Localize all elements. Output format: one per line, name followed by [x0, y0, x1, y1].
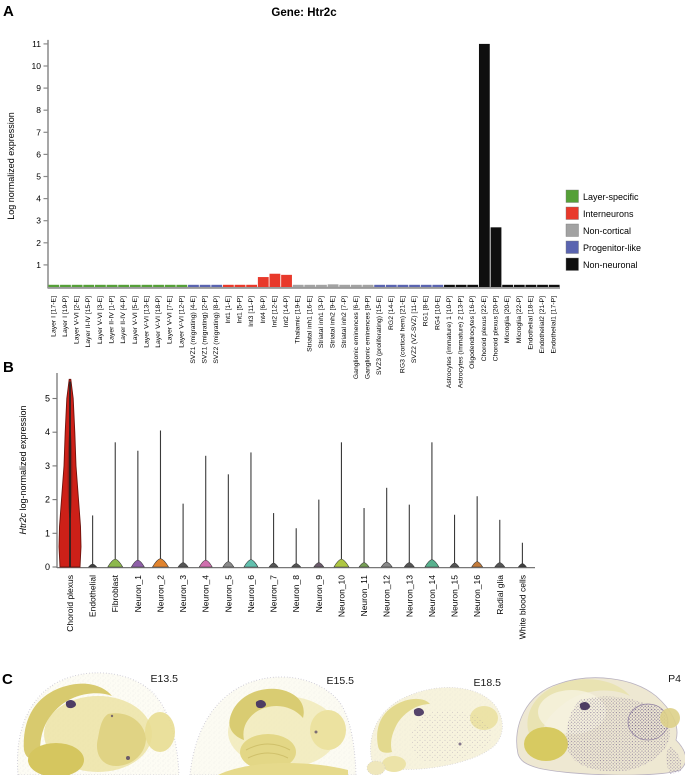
legend-swatch: [566, 258, 579, 271]
x-tick-label: Layer I [17-E]: [50, 296, 58, 337]
bar: [304, 285, 315, 287]
section-label-e18: E18.5: [473, 677, 501, 689]
bar: [258, 277, 269, 287]
violin-bulge: [89, 564, 97, 567]
panel-b-letter: B: [3, 359, 14, 376]
x-tick-label: Layer V-VI [2-E]: [73, 296, 81, 344]
x-tick-label: Neuron_1: [132, 575, 143, 613]
bar: [142, 285, 153, 287]
bar: [386, 285, 397, 287]
y-tick-label: 11: [32, 38, 41, 49]
x-tick-label: Fibroblast: [110, 575, 121, 613]
bar: [467, 285, 478, 287]
x-tick-label: Choroid plexus: [65, 575, 75, 632]
x-tick-label: Neuron_13: [404, 575, 415, 618]
x-tick-label: Int3 [11-P]: [248, 296, 256, 327]
y-tick-label: 0: [44, 562, 50, 572]
legend-label: Interneurons: [583, 209, 634, 219]
x-tick-label: Layer V-VI [12-P]: [178, 296, 186, 348]
x-tick-label: Layer II-IV [1-P]: [108, 296, 116, 344]
section-label-p4: P4: [668, 673, 681, 685]
violin-density-shadow: [68, 430, 73, 518]
bar: [491, 227, 502, 287]
legend-swatch: [566, 207, 579, 220]
bar: [72, 285, 83, 287]
x-tick-label: Striatal inh1 [16-E]: [306, 296, 314, 352]
bar: [118, 285, 129, 287]
bar: [211, 285, 222, 287]
violin-bulge: [495, 563, 505, 568]
bar: [235, 285, 246, 287]
x-tick-label: Microglia [20-E]: [504, 296, 512, 344]
violin-bulge: [518, 564, 526, 568]
bar: [456, 285, 467, 287]
violin-bulge: [178, 563, 188, 568]
bar: [537, 285, 548, 287]
bar: [153, 285, 164, 287]
x-tick-label: Int4 [6-P]: [259, 296, 267, 324]
y-tick-label: 10: [31, 61, 41, 71]
x-tick-label: RG3 (cortical hem) [21-E]: [399, 296, 407, 374]
bar: [316, 285, 327, 287]
x-tick-label: SVZ1 (migrating) [2-P]: [201, 296, 209, 364]
bar: [363, 285, 374, 287]
violin-bulge: [472, 562, 483, 568]
x-tick-label: Int2 [12-E]: [271, 296, 279, 328]
legend-swatch: [566, 190, 579, 203]
x-tick-label: Layer I [19-P]: [61, 296, 69, 337]
legend-label: Non-cortical: [583, 226, 632, 236]
y-tick-label: 1: [44, 528, 50, 539]
x-tick-label: Neuron_9: [313, 575, 324, 613]
bar: [293, 285, 304, 287]
x-tick-label: Endothelial: [87, 575, 98, 618]
bar: [281, 275, 292, 287]
y-tick-label: 1: [36, 259, 41, 270]
x-tick-label: Layer V-VI [13-E]: [143, 296, 151, 348]
x-tick-label: Neuron_7: [268, 575, 279, 613]
bar: [514, 285, 525, 287]
x-tick-label: Layer V-VI [7-E]: [166, 296, 174, 344]
x-tick-label: Int1 [5-P]: [236, 296, 244, 324]
panel-a-bar-chart: [32, 39, 642, 388]
bar: [409, 285, 420, 287]
panel-b-ylabel: [18, 405, 28, 534]
bar: [526, 285, 537, 287]
y-tick-label: 3: [44, 460, 50, 471]
x-tick-label: Neuron_14: [426, 575, 437, 618]
violin-bulge: [450, 563, 459, 567]
bar: [176, 285, 187, 287]
y-tick-label: 2: [44, 494, 50, 505]
x-tick-label: Endothelial1 [17-P]: [550, 296, 558, 354]
bar: [95, 285, 106, 287]
x-tick-label: Neuron_15: [449, 575, 460, 618]
violin-bulge: [314, 563, 324, 568]
y-tick-label: 4: [44, 427, 50, 438]
y-tick-label: 5: [44, 393, 50, 404]
x-tick-label: Ganglionic eminences [9-P]: [364, 296, 372, 380]
legend-swatch: [566, 241, 579, 254]
bar: [374, 285, 385, 287]
x-tick-label: Radial glia: [494, 575, 505, 615]
x-tick-label: Neuron_8: [291, 575, 302, 613]
x-tick-label: RG4 [10-E]: [434, 296, 442, 330]
bar: [328, 284, 339, 287]
x-tick-label: Endothelial2 [21-P]: [539, 296, 547, 354]
bar: [165, 285, 176, 287]
x-tick-label: RG2 [14-E]: [387, 296, 395, 330]
violin-bulge: [108, 559, 123, 567]
x-tick-label: Oligodendrocytes [16-P]: [469, 296, 477, 369]
y-tick-label: 7: [36, 127, 41, 138]
bar: [444, 285, 455, 287]
violin-bulge: [244, 560, 258, 568]
bar: [223, 285, 234, 287]
x-tick-label: Striatal inh2 [9-E]: [329, 296, 337, 349]
bar: [246, 285, 257, 287]
bar: [502, 285, 513, 287]
x-tick-label: Striatal inh1 [3-P]: [317, 296, 325, 349]
panel-b-violin-chart: [45, 373, 535, 639]
bar: [130, 285, 141, 287]
violin-bulge: [425, 560, 439, 568]
x-tick-label: Neuron_4: [200, 575, 211, 613]
x-tick-label: RG1 [8-E]: [422, 296, 430, 327]
bar: [351, 285, 362, 287]
x-tick-label: Layer V-VI [18-P]: [155, 296, 163, 348]
violin-bulge: [359, 563, 369, 568]
panel-a-letter: A: [3, 3, 14, 20]
y-tick-label: 2: [36, 237, 41, 248]
bar: [107, 285, 118, 287]
x-tick-label: SVZ2 (VZ-SVZ) [11-E]: [411, 296, 419, 364]
bar: [270, 274, 281, 287]
x-tick-label: Int2 [14-P]: [283, 296, 291, 328]
x-tick-label: Microglia [22-P]: [515, 296, 523, 344]
panel-a-title: Gene: Htr2c: [271, 7, 337, 19]
x-tick-label: Striatal inh2 [7-P]: [341, 296, 349, 349]
bar: [479, 44, 490, 287]
x-tick-label: Neuron_16: [472, 575, 483, 618]
violin-bulge: [381, 562, 392, 567]
x-tick-label: SVZ2 (migrating) [8-P]: [213, 296, 221, 364]
x-tick-label: Int1 [1-E]: [224, 296, 232, 324]
x-tick-label: Neuron_5: [223, 575, 234, 613]
y-tick-label: 3: [36, 215, 41, 226]
x-tick-label: Layer V-VI [3-E]: [96, 296, 104, 344]
x-tick-label: Layer II-IV [4-P]: [120, 296, 128, 344]
x-tick-label: Neuron_3: [178, 575, 189, 613]
violin-bulge: [199, 560, 212, 567]
x-tick-label: Endothelial [18-E]: [527, 296, 535, 350]
section-label-e15: E15.5: [326, 675, 354, 687]
x-tick-label: Neuron_10: [336, 575, 347, 618]
x-tick-label: Neuron_12: [381, 575, 392, 618]
panel-b-ylabel-gene: Htr2c: [18, 513, 28, 535]
y-tick-label: 8: [36, 105, 41, 116]
bar: [398, 285, 409, 287]
x-tick-label: White blood cells: [517, 575, 528, 640]
x-tick-label: Thalamic [19-E]: [294, 296, 302, 344]
x-tick-label: SVZ3 (proliferating) [15-E]: [376, 296, 384, 375]
y-tick-label: 4: [36, 193, 41, 204]
bar: [339, 285, 350, 287]
bar: [421, 285, 432, 287]
x-tick-label: Neuron_6: [245, 575, 256, 613]
bar: [432, 285, 443, 287]
x-tick-label: Ganglionic eminences [6-E]: [352, 296, 360, 380]
panel-c-letter: C: [2, 671, 13, 688]
brain-section-e18-illustration: [367, 687, 502, 775]
x-tick-label: Astrocytes (immature) 2 [13-P]: [457, 296, 465, 389]
legend-label: Progenitor-like: [583, 243, 642, 253]
x-tick-label: Layer V-VI [5-E]: [131, 296, 139, 344]
y-tick-label: 6: [36, 149, 41, 160]
x-tick-label: SVZ1 (migrating) [4-E]: [189, 296, 197, 364]
x-tick-label: Choroid plexus [22-E]: [480, 296, 488, 362]
legend-swatch: [566, 224, 579, 237]
violin-bulge: [131, 560, 144, 567]
bar: [83, 285, 94, 287]
brain-section-p4-illustration: [517, 678, 685, 775]
x-tick-label: Neuron_2: [155, 575, 166, 613]
violin-bulge: [404, 563, 414, 568]
x-tick-label: Astrocytes (immature) 1 [10-P]: [445, 296, 453, 389]
violin-bulge: [334, 559, 349, 567]
bar: [549, 285, 560, 287]
bar: [200, 285, 211, 287]
violin-bulge: [292, 564, 301, 568]
violin-bulge: [269, 563, 278, 567]
panel-b-ylabel-rest: log-normalized expression: [18, 405, 28, 514]
y-tick-label: 9: [36, 83, 41, 94]
x-tick-label: Choroid plexus [20-P]: [492, 296, 500, 362]
panel-a-ylabel: Log normalized expression: [6, 112, 16, 220]
x-tick-label: Layer II-IV [15-P]: [85, 296, 93, 348]
bar: [48, 285, 59, 287]
brain-section-e13-illustration: [17, 673, 179, 775]
bar: [60, 285, 71, 287]
legend-label: Non-neuronal: [583, 260, 638, 270]
violin-bulge: [152, 559, 168, 568]
y-tick-label: 5: [36, 171, 41, 182]
x-tick-label: Neuron_11: [359, 575, 370, 617]
brain-section-e15-illustration: [190, 677, 356, 775]
bar: [188, 285, 199, 287]
legend-label: Layer-specific: [583, 192, 639, 202]
violin-bulge: [223, 562, 234, 568]
section-label-e13: E13.5: [150, 673, 178, 685]
